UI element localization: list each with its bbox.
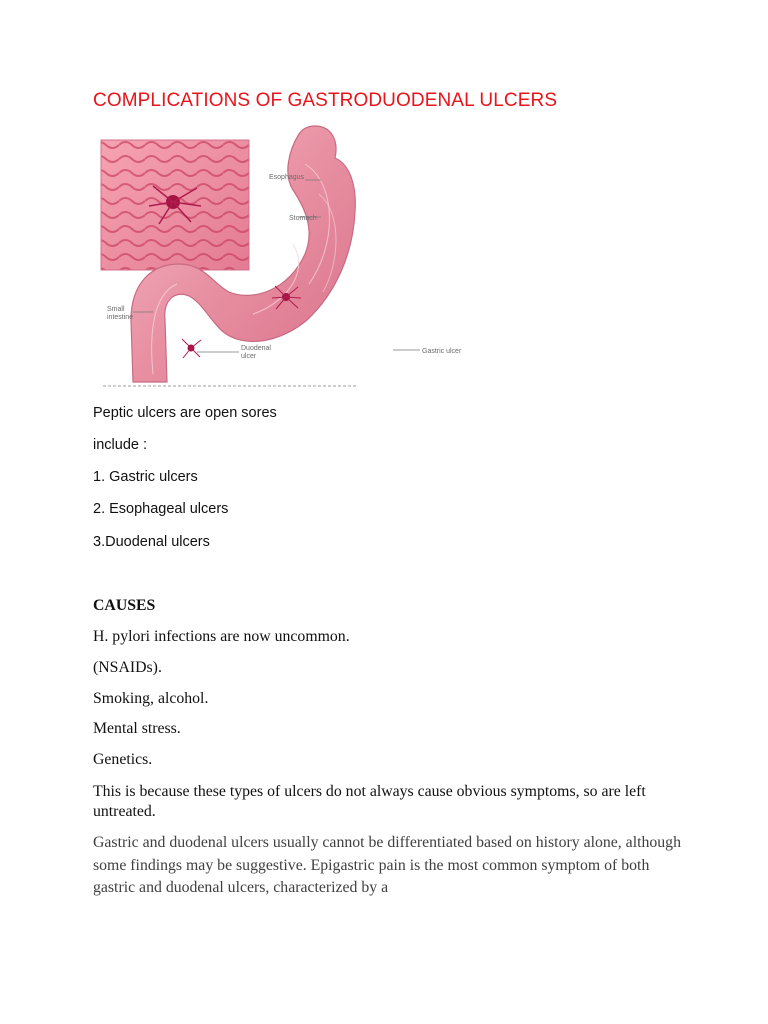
cause-item: Genetics. — [93, 751, 153, 768]
causes-heading: CAUSES — [93, 597, 156, 614]
mucosa-inset — [101, 140, 249, 270]
cause-item: H. pylori infections are now uncommon. — [93, 628, 350, 645]
intro-line-1: Peptic ulcers are open sores — [93, 405, 277, 421]
duodenal-ulcer-mark — [182, 339, 201, 358]
stomach-label: Stomach — [289, 215, 317, 222]
duodenal-ulcer-label-line1: Duodenal — [241, 345, 271, 352]
duodenal-ulcer-label-line2: ulcer — [241, 353, 257, 360]
small-intestine-label-line2: intestine — [107, 314, 134, 321]
paragraph-differentiation: Gastric and duodenal ulcers usually cannot be differentiated based on history alone, although some findings may be suggestive. Epigastric pain is the most common symptom of both gastric and duodenal ulcers, characterized by a — [93, 834, 681, 896]
stomach-ulcer-illustration — [93, 124, 383, 392]
cause-item: Smoking, alcohol. — [93, 690, 209, 707]
intro-line-2: include : — [93, 437, 148, 453]
list-item: 1. Gastric ulcers — [93, 469, 198, 485]
page-title: COMPLICATIONS OF GASTRODUODENAL ULCERS — [93, 90, 558, 111]
esophagus-label: Esophagus — [269, 174, 305, 181]
cause-item: Mental stress. — [93, 720, 181, 737]
small-intestine-label-line1: Small — [107, 306, 125, 313]
stomach-diagram — [93, 124, 383, 392]
gastric-ulcer-label-overlay: Gastric ulcer — [422, 348, 462, 355]
paragraph-untreated: This is because these types of ulcers do not always cause obvious symptoms, so are left untreated. — [93, 783, 646, 820]
list-item: 3.Duodenal ulcers — [93, 534, 210, 550]
cause-item: (NSAIDs). — [93, 659, 162, 676]
list-item: 2. Esophageal ulcers — [93, 501, 229, 517]
